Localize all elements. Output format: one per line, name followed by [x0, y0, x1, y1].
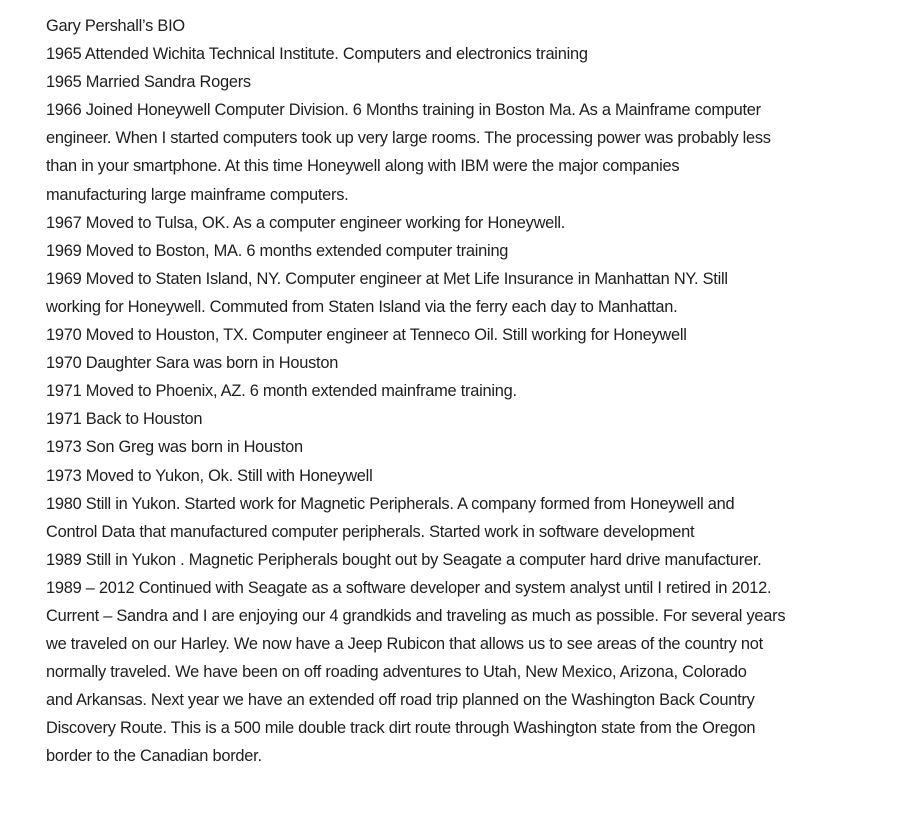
- bio-line: Control Data that manufactured computer peripherals. Started work in software development: [46, 522, 695, 541]
- bio-line: 1966 Joined Honeywell Computer Division. 6 Months training in Boston Ma. As a Mainframe computer: [46, 101, 761, 120]
- bio-line: 1969 Moved to Boston, MA. 6 months extended computer training: [46, 241, 509, 260]
- bio-line: border to the Canadian border.: [46, 747, 262, 766]
- bio-line: than in your smartphone. At this time Honeywell along with IBM were the major companies: [46, 157, 680, 176]
- document-title: Gary Pershall’s BIO: [46, 17, 185, 35]
- bio-line: working for Honeywell. Commuted from Staten Island via the ferry each day to Manhattan.: [46, 297, 678, 316]
- bio-line: 1989 Still in Yukon . Magnetic Peripherals bought out by Seagate a computer hard drive manufacturer.: [46, 550, 762, 569]
- bio-line: 1980 Still in Yukon. Started work for Magnetic Peripherals. A company formed from Honeywell and: [46, 494, 735, 513]
- bio-line: manufacturing large mainframe computers.: [46, 185, 349, 204]
- bio-line: 1965 Attended Wichita Technical Institute. Computers and electronics training: [46, 45, 588, 64]
- bio-line: Current – Sandra and I are enjoying our 4 grandkids and traveling as much as possible. For several years: [46, 606, 786, 625]
- bio-line: 1973 Moved to Yukon, Ok. Still with Honeywell: [46, 466, 373, 485]
- bio-line: 1967 Moved to Tulsa, OK. As a computer engineer working for Honeywell.: [46, 213, 566, 232]
- bio-line: and Arkansas. Next year we have an extended off road trip planned on the Washington Back Country: [46, 691, 755, 710]
- bio-line: we traveled on our Harley. We now have a Jeep Rubicon that allows us to see areas of the country not: [46, 635, 763, 654]
- bio-line: 1970 Moved to Houston, TX. Computer engineer at Tenneco Oil. Still working for Honeywell: [46, 326, 687, 345]
- bio-line: 1969 Moved to Staten Island, NY. Computer engineer at Met Life Insurance in Manhattan NY. Still: [46, 269, 728, 288]
- bio-line: 1989 – 2012 Continued with Seagate as a software developer and system analyst until I retired in 2012.: [46, 578, 772, 597]
- bio-line: normally traveled. We have been on off roading adventures to Utah, New Mexico, Arizona, Colorado: [46, 663, 747, 682]
- bio-line: 1971 Back to Houston: [46, 410, 203, 429]
- bio-line: Discovery Route. This is a 500 mile double track dirt route through Washington state from the Oregon: [46, 719, 756, 738]
- bio-line: engineer. When I started computers took up very large rooms. The processing power was probably less: [46, 129, 771, 148]
- bio-document: [46, 12, 896, 771]
- bio-line: 1971 Moved to Phoenix, AZ. 6 month extended mainframe training.: [46, 382, 517, 401]
- bio-line: 1965 Married Sandra Rogers: [46, 73, 251, 92]
- bio-line: 1973 Son Greg was born in Houston: [46, 438, 303, 457]
- bio-line: 1970 Daughter Sara was born in Houston: [46, 354, 339, 373]
